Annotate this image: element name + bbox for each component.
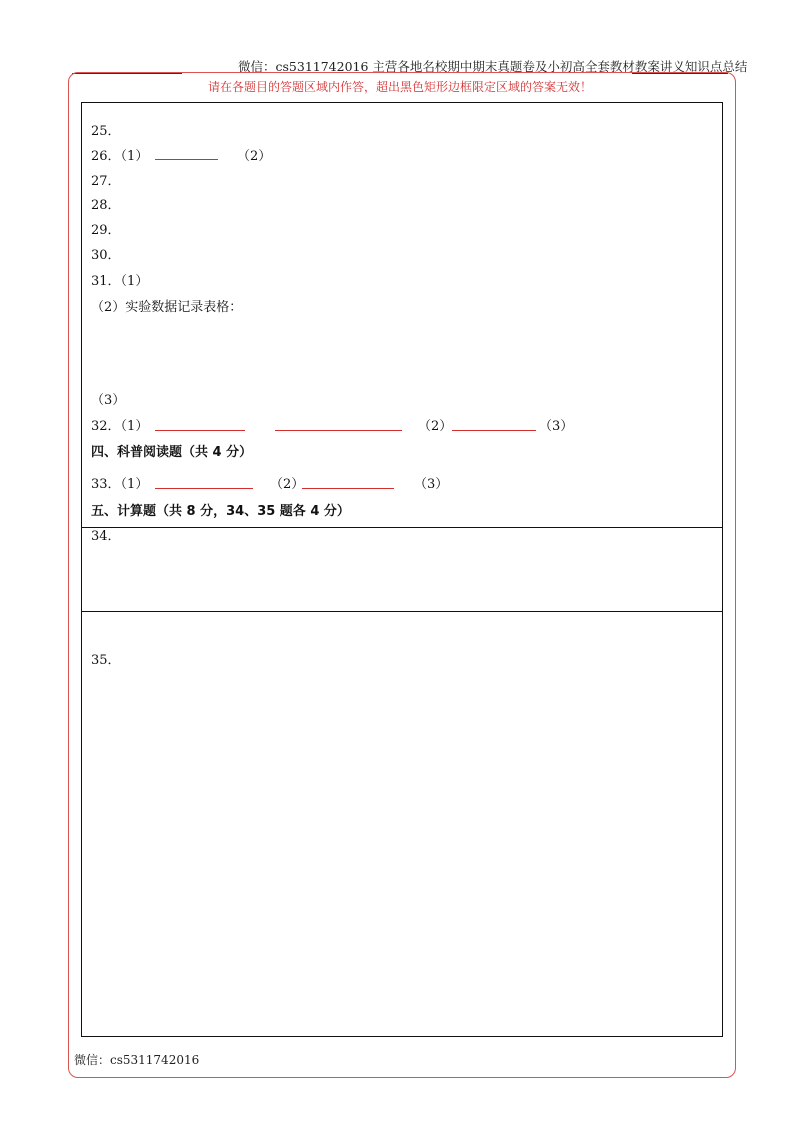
- section-5-title: 五、计算题（共 8 分，34、35 题各 4 分）: [91, 504, 350, 519]
- answer-blank-26-1[interactable]: [155, 159, 218, 160]
- footer-text: 微信：cs5311742016: [74, 1053, 200, 1067]
- question-26-part2: （2）: [237, 149, 272, 164]
- answer-box-q35: [81, 611, 723, 1037]
- question-33-part2: （2）: [270, 477, 305, 492]
- question-29: 29．: [91, 223, 121, 238]
- answer-blank-32-1b[interactable]: [275, 430, 402, 431]
- section-4-title: 四、科普阅读题（共 4 分）: [91, 445, 253, 460]
- warning-notice: 请在各题目的答题区域内作答，超出黑色矩形边框限定区域的答案无效！: [207, 80, 592, 94]
- question-26-part1: 26．（1）: [91, 149, 149, 164]
- header-text: 微信：cs5311742016 主营各地名校期中期末真题卷及小初高全套教材教案讲义知识点总结: [238, 59, 748, 74]
- answer-box-main: [81, 102, 723, 528]
- question-30: 30．: [91, 248, 121, 263]
- question-33-part3: （3）: [414, 477, 449, 492]
- question-35: 35．: [91, 653, 121, 668]
- question-25: 25．: [91, 124, 121, 139]
- question-32-part2: （2）: [418, 419, 453, 434]
- answer-blank-33-2[interactable]: [302, 488, 394, 489]
- question-31-part2: （2）实验数据记录表格：: [91, 300, 243, 315]
- answer-blank-32-1a[interactable]: [155, 430, 245, 431]
- question-31-part1: 31．（1）: [91, 274, 149, 289]
- question-28: 28．: [91, 198, 121, 213]
- question-32-part1: 32．（1）: [91, 419, 149, 434]
- question-33-part1: 33．（1）: [91, 477, 149, 492]
- answer-box-q34: [81, 527, 723, 612]
- question-27: 27．: [91, 174, 121, 189]
- answer-blank-33-1[interactable]: [155, 488, 253, 489]
- question-32-part3: （3）: [539, 419, 574, 434]
- question-34: 34．: [91, 529, 121, 544]
- answer-blank-32-2[interactable]: [452, 430, 536, 431]
- question-31-part3: （3）: [91, 393, 126, 408]
